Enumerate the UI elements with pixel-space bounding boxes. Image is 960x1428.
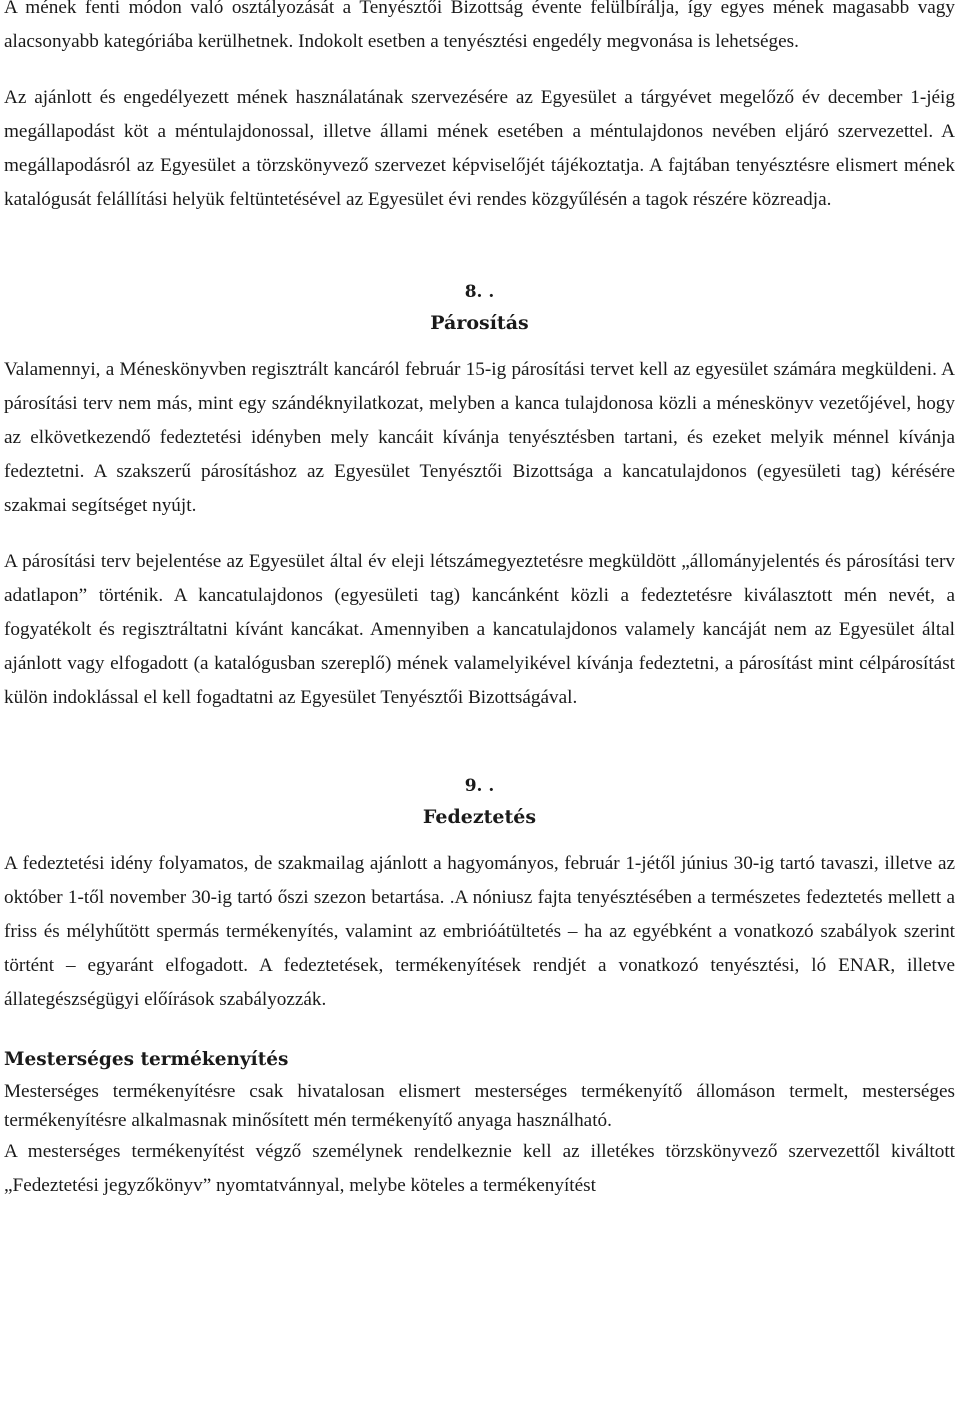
section-9-title: Fedeztetés bbox=[422, 806, 537, 828]
paragraph-mating-plan-submission: A párosítási terv bejelentése az Egyesület által év eleji létszámegyeztetésre megküldött „állományjelentés és párosítási terv adatlapon” történik. A kancatulajdonos (egyesületi tag) kancánként közli a fedeztetésre kiválasztott mén nevét, a fogyatékolt és regisztráltatni kívánt kancákat. Amennyiben a kancatulajdonos valamely kancáját nem az Egyesület által ajánlott vagy elfogadott (a katalógusban szereplő) mének valamelyikével kívánja fedeztetni, a párosítást mint célpárosítást külön indoklással el kell fogadtatni az Egyesület Tenyésztői Bizottságával. bbox=[4, 551, 955, 708]
paragraph-breeding-season: A fedeztetési idény folyamatos, de szakmailag ajánlott a hagyományos, február 1-jétől június 30-ig tartó tavaszi, illetve az október 1-től november 30-ig tartó őszi szezon betartása. .A nóniusz fajta tenyésztésében a természetes fedeztetés mellett a friss és mélyhűtött spermás termékenyítés, valamint az embrióátültetés – ha az egyébként a vonatkozó szabályok szerint történt – egyaránt elfogadott. A fedeztetések, termékenyítések rendjét a vonatkozó tenyésztési, ló ENAR, illetve állategészségügyi előírások szabályozzák. bbox=[4, 853, 955, 1010]
section-8-number: 8. . bbox=[464, 282, 495, 302]
document-page bbox=[4, 0, 955, 1203]
paragraph-mating-plan: Valamennyi, a Méneskönyvben regisztrált kancáról február 15-ig párosítási tervet kell az egyesület számára megküldeni. A párosítási terv nem más, mint egy szándéknyilatkozat, melyben a kanca tulajdonosa közli a méneskönyv vezetőjével, hogy az elkövetkezendő fedeztetési idényben mely kancáit kívánja tenyésztésben tartani, és ezeket melyik ménnel kívánja fedeztetni. A szakszerű párosításhoz az Egyesület Tenyésztői Bizottsága a kancatulajdonos (egyesületi tag) kérésére szakmai segítséget nyújt. bbox=[4, 359, 955, 516]
paragraph-ranking-review: A mének fenti módon való osztályozását a Tenyésztői Bizottság évente felülbírálja, így egyes mének magasabb vagy alacsonyabb kategóriába kerülhetnek. Indokolt esetben a tenyésztési engedély megvonása is lehetséges. bbox=[4, 0, 955, 52]
section-8-title: Párosítás bbox=[430, 312, 529, 334]
subheading-artificial-insemination: Mesterséges termékenyítés bbox=[4, 1049, 289, 1070]
paragraph-ai-record: A mesterséges termékenyítést végző személynek rendelkeznie kell az illetékes törzskönyvező szervezettől kiváltott „Fedeztetési jegyzőkönyv” nyomtatvánnyal, melybe köteles a termékenyítést bbox=[4, 1141, 955, 1196]
paragraph-ai-station: Mesterséges termékenyítésre csak hivatalosan elismert mesterséges termékenyítő állomáson termelt, mesterséges termékenyítésre alkalmasnak minősített mén termékenyítő anyaga használható. bbox=[4, 1081, 955, 1131]
paragraph-stallion-usage: Az ajánlott és engedélyezett mének használatának szervezésére az Egyesület a tárgyévet megelőző év december 1-jéig megállapodást köt a méntulajdonossal, illetve állami mének esetében a méntulajdonos nevében eljáró szervezettel. A megállapodásról az Egyesület a törzskönyvező szervezet képviselőjét tájékoztatja. A fajtában tenyésztésre elismert mének katalógusát felállítási helyük feltüntetésével az Egyesület évi rendes közgyűlésén a tagok részére közreadja. bbox=[4, 87, 955, 210]
section-9-number: 9. . bbox=[464, 776, 495, 796]
